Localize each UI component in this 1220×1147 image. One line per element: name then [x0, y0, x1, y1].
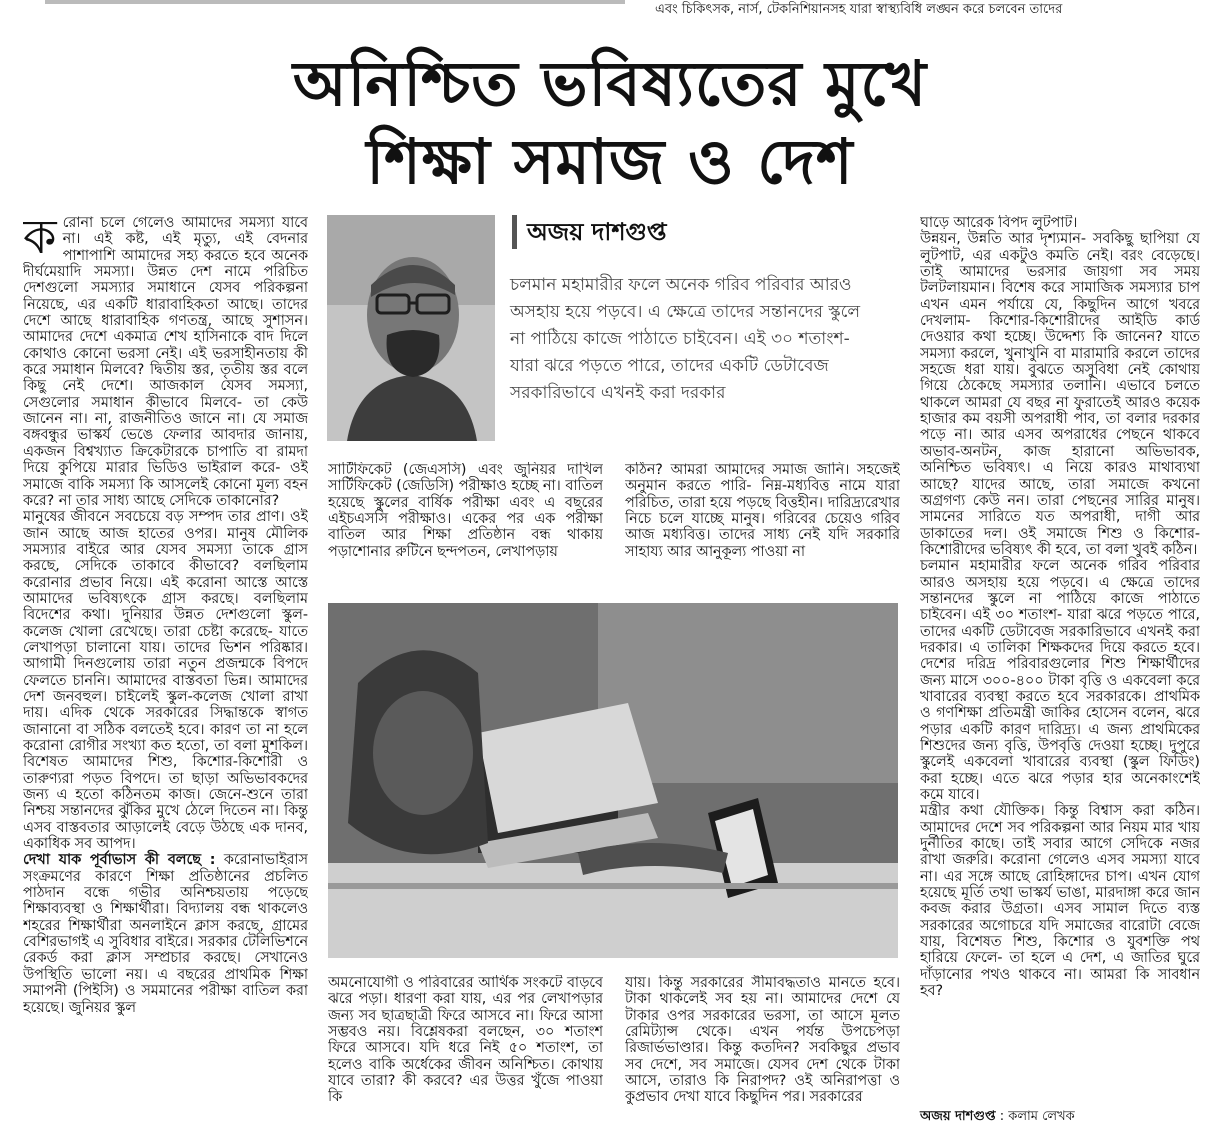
subheading: দেখা যাক পূর্বাভাস কী বলছে : — [23, 852, 216, 869]
previous-article-text: এবং চিকিৎসক, নার্স, টেকনিশিয়ানসহ যারা স্বাস্থ্যবিধি লঙ্ঘন করে চলবেন তাদের — [655, 2, 1063, 17]
article-column-2-top: সার্টিফিকেট (জেএসসি) এবং জুনিয়র দাখিল সার্টিফিকেট (জেডিসি) পরীক্ষাও হচ্ছে না। বাতিল হয়েছে স্কুলের বার্ষিক পরীক্ষা এবং এ বছরের এইচএসসি পরীক্ষাও। একের পর এক পরীক্ষা বাতিল আর শিক্ষা প্রতিষ্ঠান বন্ধ থাকায় পড়াশোনার রুটিনে ছন্দপতন, লেখাপড়ায় — [328, 462, 603, 560]
article-column-2-bottom: অমনোযোগী ও পরিবারের আর্থিক সংকটে বাড়বে ঝরে পড়া। ধারণা করা যায়, এর পর লেখাপড়ার জন্য সব ছাত্রছাত্রী ফিরে আসবে না। ফিরে আসা সম্ভবও নয়। বিশ্লেষকরা বলছেন, ৩০ শতাংশ ফিরে আসবে। যদি ধরে নিই ৫০ শতাংশ, তা হলেও বাকি অর্ধেকের জীবন অনিশ্চিত। কোথায় যাবে তারা? কী করবে? এর উত্তর খুঁজে পাওয়া কি — [328, 975, 603, 1106]
article-column-1 — [23, 215, 308, 1125]
col4-paragraph-1: ঘাড়ে আরেক বিপদ লুটপাট। — [920, 215, 1078, 231]
col4-paragraph-2: উন্নয়ন, উন্নতি আর দৃশ্যমান- সবকিছু ছাপিয়া যে লুটপাট, এর একটুও কমতি নেই। বরং বেড়েছে। তাই আমাদের ভরসার জায়গা সব সময় টলটলায়মান। বিশেষ করে সামাজিক সমস্যার চাপ এখন এমন পর্যায়ে যে, কিছুদিন আগে খবরে দেখলাম- কিশোর-কিশোরীদের আইডি কার্ড দেওয়ার কথা হচ্ছে। উদ্দেশ্য কি জানেন? যাতে সমস্যা করলে, খুনাখুনি বা মারামারি করলে তাদের সহজে ধরা যায়। বুঝতে অসুবিধা নেই কোথায় গিয়ে ঠেকেছে সমস্যার তলানি। এভাবে চলতে থাকলে আমরা যে বছর না ফুরাতেই আরও কয়েক হাজার কম বয়সী অপরাধী পাব, তা বলার দরকার পড়ে না। আর এসব অপরাধের পেছনে থাকবে অভাব-অনটন, কাজ হারানো অভিভাবক, অনিশ্চিত ভবিষ্যৎ। এ নিয়ে কারও মাথাব্যথা আছে? যাদের আছে, তারা সমাজে কখনো অগ্রগণ্য কেউ নন। তারা পেছনের সারির মানুষ। সামনের সারিতে যত অপরাধী, দাগী আর ডাকাতের দল। ওই সমাজে শিশু ও কিশোর-কিশোরীদের ভবিষ্যৎ কী হবে, তা বলা খুবই কঠিন। — [920, 231, 1200, 558]
author-signature — [920, 1107, 1075, 1128]
previous-article-edge — [45, 0, 625, 4]
article-column-4 — [920, 215, 1200, 1100]
article-column-3-bottom: যায়। কিন্তু সরকারের সীমাবদ্ধতাও মানতে হবে। টাকা থাকলেই সব হয় না। আমাদের দেশে যে টাকার ওপর সরকারের ভরসা, তা আসে মূলত রেমিট্যান্স থেকে। এখন পর্যন্ত উপচেপড়া রিজার্ভভাণ্ডার। কিন্তু কতদিন? সবকিছুর প্রভাব সব দেশে, সব সমাজে। যেসব দেশ থেকে টাকা আসে, তারাও কি নিরাপদ? ওই অনিরাপত্তা ও কুপ্রভাব দেখা যাবে কিছুদিন পর। সরকারের — [625, 975, 900, 1106]
top-strip — [0, 0, 1220, 22]
col4-paragraph-3: চলমান মহামারীর ফলে অনেক গরিব পরিবার আরও অসহায় হয়ে পড়বে। এ ক্ষেত্রে তাদের সন্তানদের স্কুলে না পাঠিয়ে কাজে পাঠাতে চাইবেন। এই ৩০ শতাংশ- যারা ঝরে পড়তে পারে, তাদের একটি ডেটাবেজ সরকারিভাবে এখনই করা দরকার। এ তালিকা শিক্ষকদের দিয়ে করতে হবে। দেশের দরিদ্র পরিবারগুলোর শিশু শিক্ষার্থীদের জন্য মাসে ৩০০-৪০০ টাকা বৃত্তি ও একবেলা করে খাবারের ব্যবস্থা করতে হবে সরকারকে। প্রাথমিক ও গণশিক্ষা প্রতিমন্ত্রী জাকির হোসেন বলেন, ঝরে পড়ার একটি কারণ দারিদ্র্য। এ জন্য প্রাথমিকের শিশুদের জন্য বৃত্তি, উপবৃত্তি দেওয়া হচ্ছে। দুপুরে স্কুলেই একবেলা খাবারের ব্যবস্থা (স্কুল ফিডিং) করা হচ্ছে। এতে ঝরে পড়ার হার অনেকাংশেই কমে যাবে। — [920, 558, 1200, 804]
drop-cap: ক — [23, 215, 57, 265]
col1-paragraph-3: দেখা যাক পূর্বাভাস কী বলছে : করোনাভাইরাস সংক্রমণের কারণে শিক্ষা প্রতিষ্ঠানের প্রচলিত পাঠদান বন্ধে গভীর অনিশ্চয়তায় পড়েছে শিক্ষাব্যবস্থা ও শিক্ষার্থীরা। বিদ্যালয় বন্ধ থাকলেও শহরের শিক্ষার্থীরা অনলাইনে ক্লাস করছে, গ্রামের বেশিরভাগই এ সুবিধার বাইরে। সরকার টেলিভিশনে রেকর্ড করা ক্লাস সম্প্রচার করছে। সেখানেও উপস্থিতি ভালো নয়। এ বছরের প্রাথমিক শিক্ষা সমাপনী (পিইসি) ও সমমানের পরীক্ষা বাতিল করা হয়েছে। জুনিয়র স্কুল — [23, 852, 308, 1016]
student-photo — [328, 603, 898, 958]
article-column-3-top: কঠিন? আমরা আমাদের সমাজ জানি। সহজেই অনুমান করতে পারি- নিম্ন-মধ্যবিত্ত নামে যারা পরিচিত, তারা হয়ে পড়ছে বিত্তহীন। দারিদ্র্যরেখার নিচে চলে যাচ্ছে মানুষ। গরিবের চেয়েও গরিব আজ মধ্যবিত্ত। তাদের সাধ্য নেই যদি সরকারি সাহায্য আর আনুকূল্য পাওয়া না — [625, 462, 900, 560]
signature-name: অজয় দাশগুপ্ত — [920, 1109, 996, 1124]
headline-line-2: শিক্ষা সমাজ ও দেশ — [366, 125, 854, 198]
author-byline: অজয় দাশগুপ্ত — [512, 215, 667, 249]
col1-paragraph-2: মানুষের জীবনে সবচেয়ে বড় সম্পদ তার প্রাণ। ওই জান আছে আজ হাতের ওপর। মানুষ মৌলিক সমস্যার বাইরে আর যেসব সমস্যা তাকে গ্রাস করছে, সেদিকে তাকাবে কীভাবে? বলছিলাম করোনার প্রভাব নিয়ে। এই করোনা আস্তে আস্তে আমাদের ভবিষ্যৎকে গ্রাস করছে। বলছিলাম বিদেশের কথা। দুনিয়ার উন্নত দেশগুলো স্কুল-কলেজ খোলা রেখেছে। তারা চেষ্টা করেছে- যাতে লেখাপড়া চালানো যায়। তাদের ভিশন পরিষ্কার। আগামী দিনগুলোয় তারা নতুন প্রজন্মকে বিপদে ফেলতে চাননি। আমাদের বাস্তবতা ভিন্ন। আমাদের দেশ জনবহুল। চাইলেই স্কুল-কলেজ খোলা রাখা দায়। এদিক থেকে সরকারের সিদ্ধান্তকে স্বাগত জানানো বা সঠিক বলতেই হবে। কারণ তা না হলে করোনা রোগীর সংখ্যা কত হতো, তা বলা মুশকিল। বিশেষত আমাদের শিশু, কিশোর-কিশোরী ও তারুণ্যরা পড়ত বিপদে। তা ছাড়া অভিভাবকদের জন্য এ হতো কঠিনতম কাজ। জেনে-শুনে তারা নিশ্চয় সন্তানদের ঝুঁকির মুখে ঠেলে দিতেন না। কিন্তু এসব বাস্তবতার আড়ালেই বেড়ে উঠছে এক দানব, একাধিক সব আপদ। — [23, 509, 308, 853]
headline-line-1: অনিশ্চিত ভবিষ্যতের মুখে — [292, 47, 928, 120]
pull-quote: চলমান মহামারীর ফলে অনেক গরিব পরিবার আরও অসহায় হয়ে পড়বে। এ ক্ষেত্রে তাদের সন্তানদের স্কুলে না পাঠিয়ে কাজে পাঠাতে চাইবেন। এই ৩০ শতাংশ- যারা ঝরে পড়তে পারে, তাদের একটি ডেটাবেজ সরকারিভাবে এখনই করা দরকার — [510, 275, 861, 403]
col1-paragraph-1: করোনা চলে গেলেও আমাদের সমস্যা যাবে না। এই কষ্ট, এই মৃত্যু, এই বেদনার পাশাপাশি আমাদের সহ্য করতে হবে অনেক দীর্ঘমেয়াদি সমস্যা। উন্নত দেশ নামে পরিচিত দেশগুলো সমস্যার সমাধানে যেসব পরিকল্পনা নিয়েছে, এর একটি ধারাবাহিকতা আছে। তাদের দেশে আছে ধারাবাহিক গণতন্ত্র, আছে সুশাসন। আমাদের দেশে একমাত্র শেখ হাসিনাকে বাদ দিলে কোথাও কোনো ভরসা নেই। এই ভরসাহীনতায় কী করে সমাধান মিলবে? দ্বিতীয় স্তর, তৃতীয় স্তর বলে কিছু নেই দেশে। আজকাল যেসব সমস্যা, সেগুলোর সমাধান কীভাবে মিলবে- তা কেউ জানেন না। না, রাজনীতিও জানে না। যে সমাজ বঙ্গবন্ধুর ভাস্কর্য ভেঙে ফেলার আবদার জানায়, একজন বিশ্বখ্যাত ক্রিকেটারকে চাপাতি বা রামদা দিয়ে কুপিয়ে মারার ভিডিও ভাইরাল করে- ওই সমাজে বাকি সমস্যা কি আসলেই কোনো মূল্য বহন করে? না তার সাধ্য আছে সেদিকে তাকানোর? — [23, 215, 308, 509]
signature-role: : কলাম লেখক — [995, 1109, 1075, 1124]
author-photo — [327, 215, 495, 441]
col4-paragraph-4: মন্ত্রীর কথা যৌক্তিক। কিন্তু বিশ্বাস করা কঠিন। আমাদের দেশে সব পরিকল্পনা আর নিয়ম মার খায় দুর্নীতির কাছে। তাই সবার আগে সেদিকে নজর রাখা জরুরি। করোনা গেলেও এসব সমস্যা যাবে না। এর সঙ্গে আছে রোহিঙ্গাদের চাপ। এখন যোগ হয়েছে মূর্তি তথা ভাস্কর্য ভাঙা, মারদাঙ্গা করে জান কবজ করার উগ্রতা। এসব সামাল দিতে ব্যস্ত সরকারের অগোচরে যদি সমাজের বারোটা বেজে যায়, বিশেষত শিশু, কিশোর ও যুবশক্তি পথ হারিয়ে ফেলে- তা হলে এ দেশ, এ জাতির ঘুরে দাঁড়ানোর পথও থাকবে না। আমরা কি সাবধান হব? — [920, 803, 1200, 1000]
headline — [0, 45, 1220, 201]
